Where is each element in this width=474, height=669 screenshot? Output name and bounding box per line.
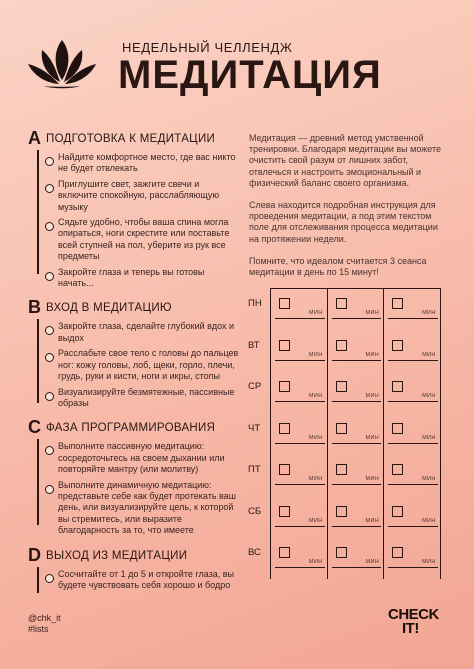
checkbox-circle[interactable] [45, 157, 54, 166]
session-cell [328, 330, 385, 372]
checklist-item[interactable] [28, 569, 240, 592]
item-text: Выполните динамичную медитацию: представьте себе как будет протекать ваш день, или визуализируйте цель, к которой вы стремитесь, или выразите благодарность за то, что имеете [58, 479, 236, 536]
minutes-line[interactable] [388, 318, 438, 319]
item-text: Закройте глаза и теперь вы готовы начать... [58, 266, 205, 289]
minutes-label: МИН [308, 434, 323, 441]
minutes-line[interactable] [275, 484, 325, 485]
minutes-label: МИН [422, 476, 436, 482]
footer [28, 613, 61, 635]
session-cell [271, 537, 328, 579]
session-cells [270, 496, 440, 538]
checkbox-circle[interactable] [45, 353, 54, 362]
session-checkbox[interactable] [279, 298, 290, 309]
session-cell [271, 288, 328, 330]
hashtag[interactable]: #lists [28, 624, 49, 634]
minutes-line[interactable] [332, 484, 382, 485]
checkbox-circle[interactable] [45, 446, 54, 455]
session-checkbox[interactable] [392, 547, 403, 558]
intro-paragraph: Медитация — древний метод умственной тренировки. Благодаря медитации вы можете очистить свой разум от лишних забот, отвлечься и настроить эмоциональный и физический баланс своего организма. [249, 133, 441, 188]
minutes-line[interactable] [388, 567, 438, 568]
session-cell [384, 330, 441, 372]
session-cell [328, 371, 385, 413]
section-letter: C [28, 417, 41, 438]
day-label: ПТ [248, 464, 261, 475]
session-checkbox[interactable] [279, 464, 290, 475]
day-label: СБ [248, 505, 262, 517]
session-cells [270, 330, 440, 372]
intro-paragraph: Слева находится подробная инструкция для проведения медитации, а под этим текстом поле для отслеживания процесса медитации на протяжении недели. [249, 200, 438, 244]
session-checkbox[interactable] [392, 340, 403, 351]
minutes-line[interactable] [275, 443, 325, 444]
minutes-line[interactable] [275, 567, 325, 568]
day-label: ЧТ [248, 422, 261, 434]
section-letter: A [28, 128, 41, 148]
checklist-item[interactable] [28, 387, 240, 410]
checklist-item[interactable] [28, 441, 240, 475]
minutes-line[interactable] [332, 567, 382, 568]
minutes-label: МИН [308, 310, 323, 316]
minutes-line[interactable] [388, 401, 438, 402]
minutes-line[interactable] [275, 526, 325, 527]
session-checkbox[interactable] [336, 464, 347, 475]
minutes-label: МИН [308, 559, 323, 565]
minutes-line[interactable] [332, 443, 382, 444]
item-text: Закройте глаза, сделайте глубокий вдох и выдох [58, 321, 235, 343]
minutes-label: МИН [308, 476, 323, 482]
checklist-item[interactable] [28, 267, 240, 290]
tracker-row [246, 537, 442, 579]
session-cell [271, 413, 328, 455]
checkbox-circle[interactable] [45, 272, 54, 281]
session-checkbox[interactable] [336, 298, 347, 309]
minutes-line[interactable] [275, 401, 325, 402]
item-text: Расслабьте свое тело с головы до пальцев ног: кожу головы, лоб, щеки, горло, плечи, грудь, руки и кисти, ноги и икры, стопы [58, 348, 239, 382]
minutes-label: МИН [365, 434, 380, 441]
session-cells [270, 537, 440, 579]
session-cell [384, 537, 441, 579]
logo-line: IT! [402, 620, 419, 637]
minutes-label: МИН [422, 559, 436, 565]
session-cell [328, 454, 385, 496]
session-cell [384, 413, 441, 455]
minutes-line[interactable] [332, 360, 382, 361]
session-checkbox[interactable] [279, 506, 290, 517]
section-a [28, 130, 240, 289]
intro-paragraph: Помните, что идеалом считается 3 сеанса медитации в день по 15 минут! [249, 255, 427, 278]
session-checkbox[interactable] [392, 506, 403, 517]
minutes-label: МИН [422, 393, 436, 399]
social-handle[interactable]: @chk_it [28, 613, 61, 623]
minutes-label: МИН [365, 393, 380, 399]
lotus-icon [26, 36, 98, 92]
section-b [28, 299, 240, 409]
tracker-row [246, 371, 442, 413]
minutes-label: МИН [422, 434, 436, 441]
session-cells [270, 413, 440, 455]
item-text: Сядьте удобно, чтобы ваша спина могла опираться, ноги скрестите или поставьте всей ступней на пол, уберите из рук все предметы [58, 217, 230, 262]
session-checkbox[interactable] [336, 423, 347, 434]
item-text: Найдите комфортное место, где вас никто не будет отвлекать [58, 152, 236, 174]
session-checkbox[interactable] [279, 423, 290, 434]
day-label: ВС [248, 547, 261, 558]
minutes-label: МИН [365, 351, 380, 358]
checklist-item[interactable] [28, 152, 240, 175]
logo-line: CHECK [388, 606, 439, 623]
section-title: ФАЗА ПРОГРАММИРОВАНИЯ [46, 422, 216, 435]
checklist-item[interactable] [28, 480, 240, 537]
session-checkbox[interactable] [392, 464, 403, 475]
tracker-row [246, 413, 442, 455]
checkbox-circle[interactable] [45, 574, 54, 583]
section-d [28, 544, 240, 592]
session-cell [328, 413, 385, 455]
minutes-label: МИН [365, 517, 380, 524]
section-title: ВХОД В МЕДИТАЦИЮ [46, 302, 172, 315]
header [22, 34, 462, 97]
session-cell [328, 288, 385, 330]
item-text: Визуализируйте безмятежные, пассивные образы [58, 386, 235, 408]
item-text: Сосчитайте от 1 до 5 и откройте глаза, вы будете чувствовать себя хорошо и бодро [58, 568, 234, 590]
session-cell [384, 496, 441, 538]
minutes-line[interactable] [275, 360, 325, 361]
item-text: Выполните пассивную медитацию: сосредоточьтесь на своем дыхании или повторяйте мантру (или молитву) [58, 441, 225, 475]
session-cell [271, 496, 328, 538]
checkbox-circle[interactable] [45, 485, 54, 494]
minutes-label: МИН [308, 393, 323, 399]
session-checkbox[interactable] [336, 547, 347, 558]
minutes-label: МИН [308, 351, 323, 358]
session-checkbox[interactable] [336, 506, 347, 517]
section-letter: B [28, 297, 41, 318]
minutes-line[interactable] [388, 526, 438, 527]
session-checkbox[interactable] [336, 381, 347, 392]
session-cell [271, 330, 328, 372]
session-cell [271, 371, 328, 413]
item-text: Приглушите свет, зажгите свечи и включите спокойную, расслабляющую музыку [58, 178, 220, 212]
minutes-label: МИН [308, 517, 323, 524]
checklist-item[interactable] [28, 217, 240, 263]
minutes-line[interactable] [332, 401, 382, 402]
session-checkbox[interactable] [392, 423, 403, 434]
intro-text [249, 133, 449, 289]
session-cell [384, 288, 441, 330]
section-title: ВЫХОД ИЗ МЕДИТАЦИИ [46, 549, 188, 562]
instructions [28, 130, 240, 595]
minutes-line[interactable] [332, 526, 382, 527]
session-checkbox[interactable] [392, 381, 403, 392]
checkbox-circle[interactable] [45, 326, 54, 335]
weekly-tracker [246, 288, 442, 579]
minutes-line[interactable] [388, 360, 438, 361]
session-cell [271, 454, 328, 496]
session-cells [270, 288, 440, 330]
minutes-label: МИН [365, 559, 380, 565]
checklist-item[interactable] [28, 348, 240, 382]
section-title: ПОДГОТОВКА К МЕДИТАЦИИ [46, 133, 216, 145]
session-checkbox[interactable] [279, 340, 290, 351]
session-checkbox[interactable] [279, 547, 290, 558]
session-checkbox[interactable] [392, 298, 403, 309]
header-subtitle: НЕДЕЛЬНЫЙ ЧЕЛЛЕНДЖ [122, 40, 293, 55]
session-checkbox[interactable] [279, 381, 290, 392]
brand-logo [388, 608, 439, 636]
minutes-label: МИН [422, 310, 436, 316]
tracker-row [246, 454, 442, 496]
session-cell [328, 496, 385, 538]
session-cell [384, 454, 441, 496]
day-label: ВТ [248, 339, 260, 351]
session-cells [270, 454, 440, 496]
session-cells [270, 371, 440, 413]
day-label: ПН [248, 298, 262, 309]
checkbox-circle[interactable] [45, 392, 54, 401]
tracker-row [246, 288, 442, 330]
minutes-label: МИН [422, 517, 436, 524]
section-c [28, 419, 240, 536]
minutes-line[interactable] [388, 484, 438, 485]
checklist-item[interactable] [28, 321, 240, 344]
checkbox-circle[interactable] [45, 184, 54, 193]
page-title: МЕДИТАЦИЯ [118, 53, 382, 97]
minutes-line[interactable] [332, 318, 382, 319]
minutes-label: МИН [365, 310, 380, 316]
minutes-line[interactable] [388, 443, 438, 444]
section-letter: D [28, 544, 41, 565]
session-checkbox[interactable] [336, 340, 347, 351]
session-cell [328, 537, 385, 579]
tracker-row [246, 496, 442, 538]
session-cell [384, 371, 441, 413]
tracker-row [246, 330, 442, 372]
minutes-label: МИН [365, 476, 380, 482]
checkbox-circle[interactable] [45, 222, 54, 231]
checklist-item[interactable] [28, 179, 240, 213]
minutes-line[interactable] [275, 318, 325, 319]
minutes-label: МИН [422, 351, 436, 358]
day-label: СР [248, 381, 262, 392]
